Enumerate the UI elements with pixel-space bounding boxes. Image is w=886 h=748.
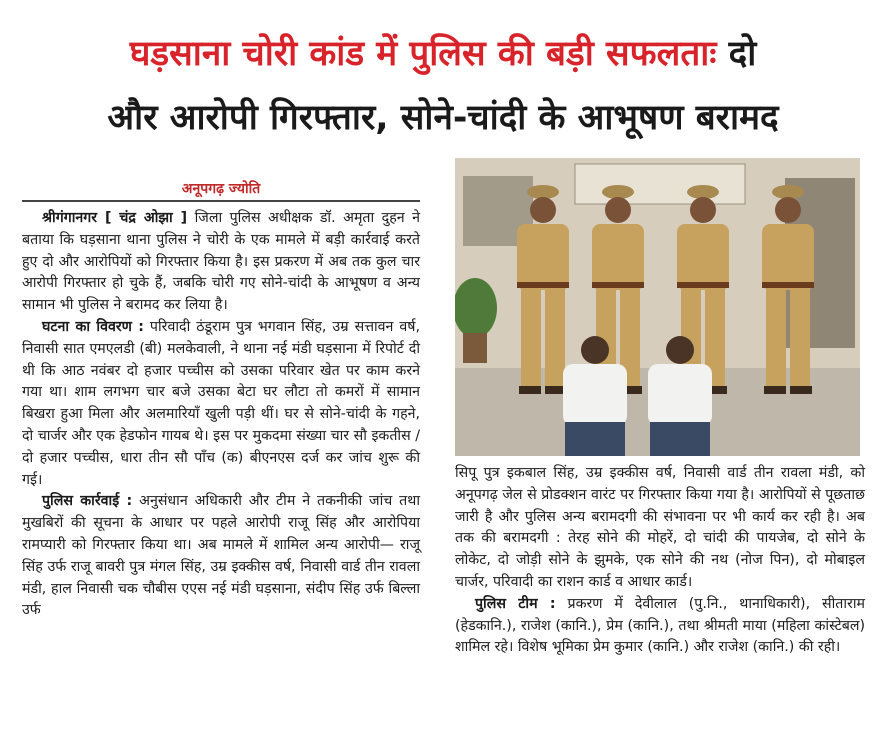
byline-bar: [22, 178, 420, 202]
headline-black-part: दो: [716, 34, 757, 74]
police-action-text: अनुसंधान अधिकारी और टीम ने तकनीकी जांच तथा मुखबिरों की सूचना के आधार पर पहले आरोपी राजू सिंह और आरोपिया रामप्यारी को गिरफ्तार किया था। अब मामले में शामिल अन्य आरोपी— राजू सिंह उर्फ राजू बावरी पुत्र मंगल सिंह, उम्र इक्कीस वर्ष, निवासी वार्ड तीन रावला मंडी, हाल निवासी चक चौबीस एएस नई मंडी घड़साना, संदीप सिंह उर्फ बिल्ला उर्फ: [22, 493, 420, 619]
article-column-left: [22, 208, 420, 622]
police-team-heading: पुलिस टीम :: [475, 595, 556, 612]
incident-heading: घटना का विवरण :: [42, 318, 144, 335]
headline: [0, 22, 886, 150]
paragraph-intro: [22, 208, 420, 317]
photo-policemen-with-accused: [455, 158, 860, 456]
news-photo: [455, 158, 860, 456]
paragraph-police-action: [22, 491, 420, 622]
intro-text: जिला पुलिस अधीक्षक डॉ. अमृता दुहन ने बताया कि घड़साना थाना पुलिस ने चोरी के एक मामले में बड़ी कार्रवाई करते हुए दो और आरोपियों को गिरफ्तार किया है। इस प्रकरण में अब तक कुल चार आरोपी गिरफ्तार हो चुके हैं, जबकि चोरी गए सोने-चांदी के आभूषण व अन्य सामान भी पुलिस ने बरामद कर लिया है।: [22, 210, 420, 314]
paragraph-police-team: [455, 594, 865, 659]
headline-red-part: घड़साना चोरी कांड में पुलिस की बड़ी सफलताः: [129, 34, 717, 74]
photo-board: [575, 164, 745, 204]
headline-line-1: [0, 22, 886, 86]
dateline: श्रीगंगानगर [ चंद्र ओझा ]: [42, 210, 188, 226]
paragraph-continuation: सिपू पुत्र इकबाल सिंह, उम्र इक्कीस वर्ष, निवासी वार्ड तीन रावला मंडी, को अनूपगढ़ जेल से प्रोडक्शन वारंट पर गिरफ्तार किया गया है। आरोपियों से पूछताछ जारी है और पुलिस अन्य बरामदगी की संभावना पर भी कार्य कर रही है। अब तक की बरामदगी : तेरह सोने की मोहरें, दो चांदी की पायजेब, दो सोने के लोकेट, दो जोड़ी सोने के झुमके, एक सोने की नथ (नोज पिन), दो मोबाइल चार्जर, परिवादी का राशन कार्ड व आधार कार्ड।: [455, 465, 865, 590]
police-action-heading: पुलिस कार्रवाई :: [42, 493, 133, 510]
paragraph-incident: [22, 317, 420, 491]
incident-text: परिवादी ठंडूराम पुत्र भगवान सिंह, उम्र सत्तावन वर्ष, निवासी सात एमएलडी (बी) मलकेवाली, ने थाना नई मंडी घड़साना में रिपोर्ट दी थी कि आठ नवंबर दो हजार पच्चीस को उसका परिवार खेत पर काम करने गया था। शाम लगभग चार बजे उसका बेटा घर लौटा तो कमरों में सामान बिखरा हुआ मिला और अलमारियाँ खुली पड़ी थीं। घर से सोने-चांदी के गहने, दो चार्जर और एक हेडफोन गायब थे। इस पर मुकदमा संख्या चार सौ इकतीस / दो हजार पच्चीस, धारा तीन सौ पाँच (क) बीएनएस दर्ज कर जांच शुरू की गई।: [22, 318, 420, 488]
headline-line-2: और आरोपी गिरफ्तार, सोने-चांदी के आभूषण बरामद: [107, 98, 779, 138]
byline: अनूपगढ़ ज्योति: [181, 181, 261, 197]
police-team-text: प्रकरण में देवीलाल (पु.नि., थानाधिकारी), सीताराम (हेडकानि.), राजेश (कानि.), प्रेम (कानि.), तथा श्रीमती माया (महिला कांस्टेबल) शामिल रहे। विशेष भूमिका प्रेम कुमार (कानि.) और राजेश (कानि.) की रही।: [455, 595, 865, 656]
article-column-right: [455, 463, 865, 659]
